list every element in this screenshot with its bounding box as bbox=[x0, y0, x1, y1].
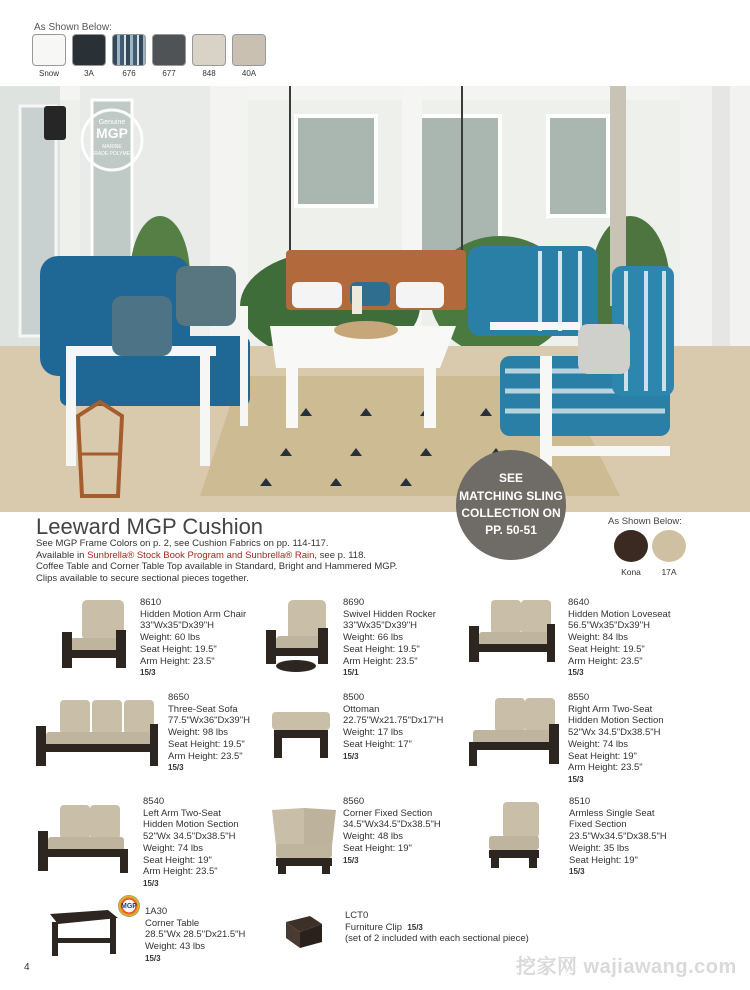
product-line: Weight: 60 lbs bbox=[140, 632, 201, 644]
product-code: 8690 bbox=[343, 597, 365, 608]
ottoman-image bbox=[270, 710, 332, 760]
swatch-snow bbox=[32, 34, 66, 78]
product-line: Corner Fixed Section bbox=[343, 807, 433, 819]
product-line: Arm Height: 23.5" bbox=[568, 762, 643, 774]
product-line: Arm Height: 23.5" bbox=[140, 655, 215, 667]
product-line: Weight: 74 lbs bbox=[568, 738, 629, 750]
three-seat-sofa-image bbox=[34, 696, 160, 776]
intro-line-2-pre: Available in bbox=[36, 549, 88, 561]
mgp-logo-line-1: Genuine bbox=[98, 119, 126, 126]
pack-code: 15/3 bbox=[407, 922, 423, 932]
product-line: Armless Single Seat bbox=[569, 807, 655, 819]
right-arm-section-image bbox=[465, 696, 561, 772]
product-line: Seat Height: 19.5" bbox=[343, 643, 420, 655]
swatch-676 bbox=[112, 34, 146, 78]
mgp-logo-line-2: MGP bbox=[96, 125, 128, 141]
product-line: Weight: 17 lbs bbox=[343, 727, 404, 739]
swatch-name: 3A bbox=[84, 69, 94, 78]
product-8690 bbox=[343, 597, 436, 679]
product-code: 8510 bbox=[569, 796, 591, 807]
product-line: Seat Height: 19.5" bbox=[168, 738, 245, 750]
product-line: Swivel Hidden Rocker bbox=[343, 608, 436, 620]
product-8550 bbox=[568, 692, 664, 786]
pack-code: 15/3 bbox=[569, 867, 585, 877]
swatch-40a bbox=[232, 34, 266, 78]
product-line: Seat Height: 19" bbox=[569, 854, 638, 866]
furniture-clip-image bbox=[280, 912, 328, 950]
sunbrella-program-text: Sunbrella® Stock Book Program and Sunbrella® Rain bbox=[87, 549, 315, 561]
frame-color-swatches bbox=[32, 34, 266, 78]
product-line: Seat Height: 17" bbox=[343, 738, 412, 750]
product-line: 33"Wx35"Dx39"H bbox=[343, 620, 418, 632]
swatch-677 bbox=[152, 34, 186, 78]
swivel-rocker-image bbox=[262, 598, 334, 674]
frame-colors-heading: As Shown Below: bbox=[34, 22, 112, 33]
product-line: Weight: 84 lbs bbox=[568, 632, 629, 644]
left-arm-section-image bbox=[36, 803, 132, 879]
corner-section-image bbox=[268, 806, 340, 878]
badge-line-4: PP. 50-51 bbox=[485, 523, 537, 538]
product-line: Arm Height: 23.5" bbox=[568, 655, 643, 667]
cushion-colors-heading: As Shown Below: bbox=[608, 516, 682, 527]
swatch-chip bbox=[192, 34, 226, 66]
swatch-chip bbox=[152, 34, 186, 66]
product-code: 1A30 bbox=[145, 906, 168, 917]
product-line: Three-Seat Sofa bbox=[168, 703, 238, 715]
product-line: 33"Wx35"Dx39"H bbox=[140, 620, 215, 632]
badge-line-2: MATCHING SLING bbox=[459, 488, 563, 503]
mgp-logo-icon bbox=[118, 895, 140, 917]
swatch-name: 677 bbox=[162, 69, 176, 78]
product-line: 23.5"Wx34.5"Dx38.5"H bbox=[569, 831, 667, 843]
product-line: 52"Wx 34.5"Dx38.5"H bbox=[568, 727, 661, 739]
product-line: Seat Height: 19.5" bbox=[140, 643, 217, 655]
product-code: 8550 bbox=[568, 692, 590, 703]
intro-line-1: See MGP Frame Colors on p. 2, see Cushion Fabrics on pp. 114-117. bbox=[36, 538, 329, 549]
porch-scene-illustration bbox=[0, 86, 750, 512]
swatch-chip bbox=[32, 34, 66, 66]
badge-line-3: COLLECTION ON bbox=[461, 506, 561, 520]
collection-title: Leeward MGP Cushion bbox=[36, 514, 264, 539]
swatch-name: 40A bbox=[241, 69, 257, 78]
product-line: (set of 2 included with each sectional piece) bbox=[345, 933, 529, 945]
product-line: Hidden Motion Loveseat bbox=[568, 608, 671, 620]
swatch-chip bbox=[232, 34, 266, 66]
product-line: Seat Height: 19" bbox=[568, 750, 637, 762]
product-line: Ottoman bbox=[343, 703, 380, 715]
product-code: 8610 bbox=[140, 597, 162, 608]
hero-photo bbox=[0, 86, 750, 512]
product-line: Hidden Motion Section bbox=[568, 715, 664, 727]
pack-code: 15/3 bbox=[343, 751, 359, 761]
swatch-chip bbox=[72, 34, 106, 66]
product-line: Seat Height: 19.5" bbox=[568, 643, 645, 655]
product-code: 8640 bbox=[568, 597, 590, 608]
product-line: Arm Height: 23.5" bbox=[343, 655, 418, 667]
product-code: 8540 bbox=[143, 796, 165, 807]
pack-code: 15/3 bbox=[145, 953, 161, 963]
product-line: Hidden Motion Arm Chair bbox=[140, 608, 247, 620]
swatch-name: 676 bbox=[122, 69, 136, 78]
sling-collection-badge bbox=[456, 450, 566, 560]
product-line: Weight: 48 lbs bbox=[343, 831, 404, 843]
swatch-17a bbox=[652, 530, 686, 577]
intro-line-3: Coffee Table and Corner Table Top available in Standard, Bright and Hammered MGP. bbox=[36, 561, 398, 572]
swatch-chip bbox=[652, 530, 686, 562]
product-line: 52"Wx 34.5"Dx38.5"H bbox=[143, 831, 236, 843]
product-line: Weight: 74 lbs bbox=[143, 842, 204, 854]
product-line: Arm Height: 23.5" bbox=[143, 866, 218, 878]
swatch-3a bbox=[72, 34, 106, 78]
corner-table-image bbox=[44, 908, 120, 958]
product-line: Hidden Motion Section bbox=[143, 819, 239, 831]
product-line: Weight: 35 lbs bbox=[569, 842, 630, 854]
product-line bbox=[345, 922, 529, 934]
swatch-848 bbox=[192, 34, 226, 78]
product-code: 8650 bbox=[168, 692, 190, 703]
swatch-name: 17A bbox=[661, 567, 677, 577]
intro-line-2-post: , see p. 118. bbox=[314, 549, 366, 561]
product-line: Right Arm Two-Seat bbox=[568, 703, 653, 715]
product-code: 8560 bbox=[343, 796, 365, 807]
product-code: LCT0 bbox=[345, 910, 369, 921]
pack-code: 15/3 bbox=[568, 668, 584, 678]
product-line: Fixed Section bbox=[569, 819, 627, 831]
cushion-color-swatches bbox=[614, 530, 686, 577]
product-line: 56.5"Wx35"Dx39"H bbox=[568, 620, 650, 632]
product-line: Left Arm Two-Seat bbox=[143, 807, 221, 819]
product-line-text: Furniture Clip bbox=[345, 921, 403, 933]
product-8650 bbox=[168, 692, 250, 774]
mgp-logo-line-4: GRADE POLYMER bbox=[90, 151, 134, 157]
product-line: Seat Height: 19" bbox=[343, 842, 412, 854]
collection-intro bbox=[36, 538, 397, 584]
pack-code: 15/1 bbox=[343, 668, 359, 678]
swatch-chip bbox=[614, 530, 648, 562]
product-line: Weight: 43 lbs bbox=[145, 941, 206, 953]
intro-line-2 bbox=[36, 550, 397, 562]
product-8560 bbox=[343, 796, 441, 866]
page-number: 4 bbox=[24, 962, 30, 973]
product-line: Weight: 66 lbs bbox=[343, 632, 404, 644]
product-8500 bbox=[343, 692, 443, 762]
intro-line-4: Clips available to secure sectional pieces together. bbox=[36, 572, 249, 584]
product-line: 77.5"Wx36"Dx39"H bbox=[168, 715, 250, 727]
pack-code: 15/3 bbox=[140, 668, 156, 678]
product-1a30 bbox=[145, 906, 245, 965]
swatch-chip bbox=[112, 34, 146, 66]
swatch-name: 848 bbox=[202, 69, 216, 78]
product-8640 bbox=[568, 597, 670, 679]
swatch-kona bbox=[614, 530, 648, 577]
swatch-name: Snow bbox=[38, 69, 59, 78]
product-line: Seat Height: 19" bbox=[143, 854, 212, 866]
product-line: 28.5"Wx 28.5"Dx21.5"H bbox=[145, 929, 246, 941]
mgp-logo-text: MGP bbox=[121, 902, 137, 910]
product-8610 bbox=[140, 597, 246, 679]
product-line: Corner Table bbox=[145, 917, 200, 929]
product-line: 34.5"Wx34.5"Dx38.5"H bbox=[343, 819, 441, 831]
product-line: Arm Height: 23.5" bbox=[168, 750, 243, 762]
product-code: 8500 bbox=[343, 692, 365, 703]
badge-line-1: SEE bbox=[498, 471, 523, 486]
product-8510 bbox=[569, 796, 667, 878]
product-lct0 bbox=[345, 910, 529, 945]
product-line: Weight: 98 lbs bbox=[168, 727, 229, 739]
swatch-name: Kona bbox=[621, 567, 641, 577]
pack-code: 15/3 bbox=[143, 878, 159, 888]
watermark: 挖家网 wajiawang.com bbox=[516, 956, 737, 978]
pack-code: 15/3 bbox=[568, 774, 584, 784]
loveseat-image bbox=[465, 598, 557, 670]
arm-chair-image bbox=[56, 598, 132, 678]
armless-seat-image bbox=[485, 800, 545, 872]
pack-code: 15/3 bbox=[168, 763, 184, 773]
product-8540 bbox=[143, 796, 239, 890]
product-line: 22.75"Wx21.75"Dx17"H bbox=[343, 715, 444, 727]
mgp-logo-line-3: MARINE bbox=[102, 144, 122, 150]
pack-code: 15/3 bbox=[343, 855, 359, 865]
